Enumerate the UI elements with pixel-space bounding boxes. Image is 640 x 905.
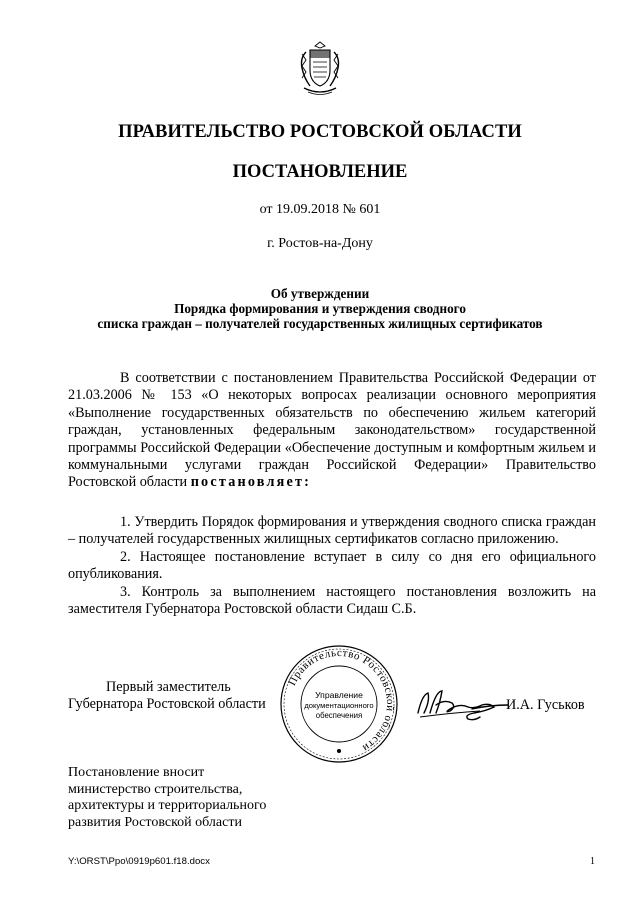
date-number: от 19.09.2018 № 601 (259, 202, 381, 217)
title-line: Порядка формирования и утверждения сводного (174, 301, 466, 316)
city: г. Ростов-на-Дону (267, 236, 373, 251)
stamp-inner-line: обеспечения (315, 711, 363, 720)
stamp-inner-line: документационного (304, 701, 374, 710)
position-line: Первый заместитель (106, 679, 231, 695)
handwritten-signature (412, 683, 514, 723)
stamp-inner-line: Управление (315, 690, 363, 700)
coat-of-arms-emblem (296, 40, 344, 98)
decree-item-2: 2. Настоящее постановление вступает в силу со дня его официального опубликования. (68, 548, 596, 583)
preamble (68, 370, 596, 492)
government-name: ПРАВИТЕЛЬСТВО РОСТОВСКОЙ ОБЛАСТИ (118, 122, 522, 142)
decree-item-3: 3. Контроль за выполнением настоящего постановления возложить на заместителя Губернатора Ростовской области Сидаш С.Б. (68, 583, 596, 618)
preamble-text: В соответствии с постановлением Правительства Российской Федерации от 21.03.2006 № 153 «О некоторых вопросах реализации основного мероприятия «Выполнение государственных обязательств по обеспечению жильем категорий граждан, установленных федеральным законодательством» государственной программы Российской Федерации «Обеспечение доступным и комфортным жильем и коммунальными услугами граждан Российской Федерации» Правительство Ростовской области (68, 370, 596, 491)
footer-file-path: Y:\ORST\Ppo\0919p601.f18.docx (68, 856, 210, 867)
submitter-note (68, 765, 266, 831)
decree-item-1: 1. Утвердить Порядок формирования и утверждения сводного списка граждан – получателей государственных жилищных сертификатов согласно приложению. (68, 514, 596, 548)
page-number: 1 (590, 856, 595, 867)
note-line: развития Ростовской области (68, 814, 242, 830)
decree-word: постановляет: (190, 474, 312, 491)
note-line: Постановление вносит (68, 765, 205, 780)
note-line: архитектуры и территориального (68, 798, 267, 814)
signatory-name: И.А. Гуськов (506, 697, 585, 713)
decree-items (68, 514, 596, 618)
position-line: Губернатора Ростовской области (68, 696, 266, 713)
document-type: ПОСТАНОВЛЕНИЕ (232, 162, 408, 182)
note-line: министерство строительства, (68, 781, 243, 797)
preamble-paragraph (68, 370, 596, 492)
signatory-position (68, 679, 266, 714)
stamp-outer-text: Правительство Ростовской области (286, 646, 397, 755)
title-line: списка граждан – получателей государственных жилищных сертификатов (97, 316, 543, 331)
document-title (0, 286, 640, 331)
title-line: Об утверждении (270, 286, 370, 301)
official-stamp (278, 643, 400, 765)
